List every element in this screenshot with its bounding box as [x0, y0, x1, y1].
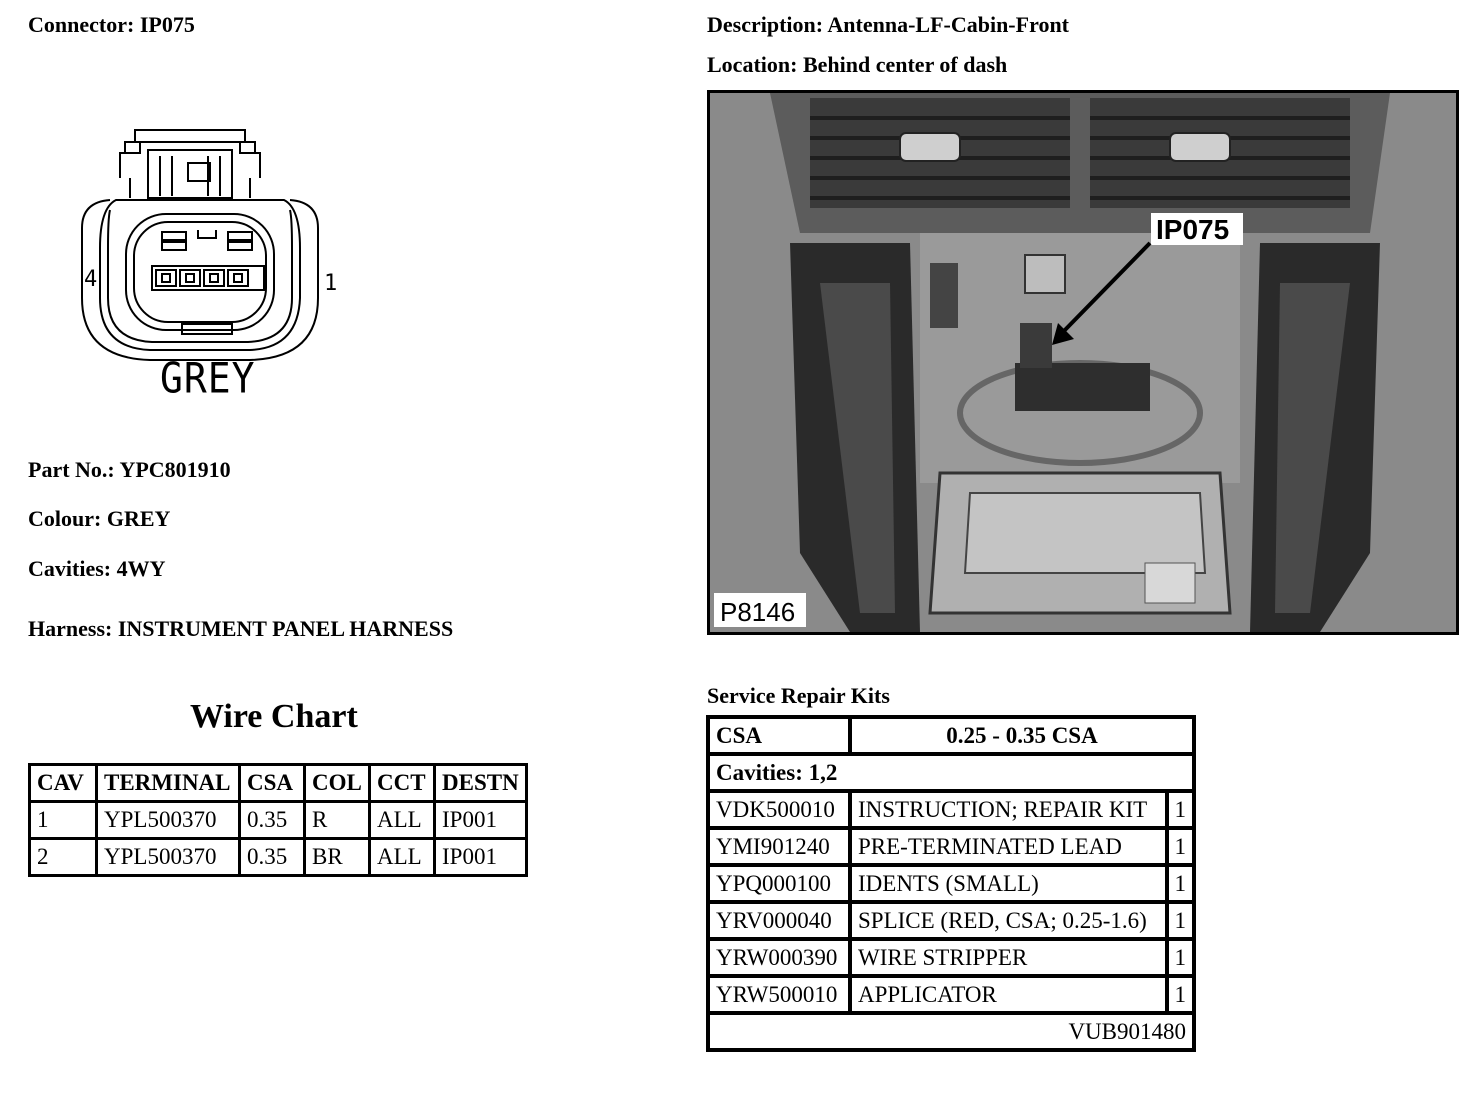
pin-4-label: 4 — [84, 267, 98, 292]
connector-label: Connector: — [28, 12, 135, 37]
photo-callout-label: IP075 — [1156, 214, 1230, 245]
cavities — [28, 556, 165, 582]
service-kits-table — [706, 715, 1196, 1052]
harness — [28, 616, 453, 642]
cavities-label: Cavities: — [28, 556, 112, 581]
description-value: Antenna-LF-Cabin-Front — [827, 12, 1070, 37]
table-cell: 1 — [30, 802, 97, 839]
kit-quantity: 1 — [1167, 791, 1195, 828]
table-cell: 0.35 — [240, 802, 305, 839]
table-row — [708, 902, 1194, 939]
table-row — [708, 791, 1194, 828]
csa-label: CSA — [708, 717, 850, 754]
part-number — [28, 457, 231, 483]
connector-heading — [28, 12, 195, 38]
harness-label: Harness: — [28, 616, 113, 641]
photo-figure-id: P8146 — [720, 597, 796, 627]
wire-chart-table — [28, 763, 528, 877]
table-cell: BR — [305, 839, 370, 876]
colour — [28, 506, 170, 532]
harness-value: INSTRUMENT PANEL HARNESS — [117, 616, 454, 641]
pin-1-label: 1 — [324, 271, 338, 296]
column-header: DESTN — [435, 765, 527, 802]
kit-part-number: YRW000390 — [708, 939, 850, 976]
part-number-label: Part No.: — [28, 457, 115, 482]
kit-part-number: YMI901240 — [708, 828, 850, 865]
kit-part-number: VDK500010 — [708, 791, 850, 828]
table-cell: R — [305, 802, 370, 839]
table-cell: YPL500370 — [97, 802, 240, 839]
colour-value: GREY — [106, 506, 171, 531]
table-row — [708, 939, 1194, 976]
colour-label: Colour: — [28, 506, 102, 531]
location-value: Behind center of dash — [802, 52, 1008, 77]
column-header: TERMINAL — [97, 765, 240, 802]
kit-description: APPLICATOR — [850, 976, 1167, 1013]
csa-row — [708, 717, 1194, 754]
table-cell: IP001 — [435, 802, 527, 839]
column-header: COL — [305, 765, 370, 802]
kit-description: SPLICE (RED, CSA; 0.25-1.6) — [850, 902, 1167, 939]
kit-part-number: YRW500010 — [708, 976, 850, 1013]
kit-part-number: YPQ000100 — [708, 865, 850, 902]
service-kits-title: Service Repair Kits — [707, 683, 890, 708]
table-cell: 2 — [30, 839, 97, 876]
kit-quantity: 1 — [1167, 939, 1195, 976]
table-cell: YPL500370 — [97, 839, 240, 876]
description-label: Description: — [707, 12, 824, 37]
table-row — [30, 802, 527, 839]
kit-description: INSTRUCTION; REPAIR KIT — [850, 791, 1167, 828]
table-row — [30, 839, 527, 876]
kit-part-number: YRV000040 — [708, 902, 850, 939]
connector-value: IP075 — [139, 12, 195, 37]
table-cell: ALL — [370, 802, 435, 839]
kit-quantity: 1 — [1167, 828, 1195, 865]
part-number-value: YPC801910 — [119, 457, 231, 482]
cavities-value: 4WY — [116, 556, 166, 581]
kit-quantity: 1 — [1167, 902, 1195, 939]
table-row — [708, 828, 1194, 865]
connector-colour-text: GREY — [160, 353, 256, 403]
wire-chart-header-row — [30, 765, 527, 802]
table-cell: IP001 — [435, 839, 527, 876]
table-cell: ALL — [370, 839, 435, 876]
wire-chart-title: Wire Chart — [190, 698, 358, 735]
table-row — [708, 976, 1194, 1013]
kit-description: PRE-TERMINATED LEAD — [850, 828, 1167, 865]
dashboard-illustration — [710, 93, 1456, 632]
kit-number: VUB901480 — [708, 1013, 1194, 1050]
description-heading — [707, 12, 1069, 38]
kit-description: WIRE STRIPPER — [850, 939, 1167, 976]
column-header: CSA — [240, 765, 305, 802]
location-photo — [707, 90, 1459, 635]
location-label: Location: — [707, 52, 798, 77]
table-cell: 0.35 — [240, 839, 305, 876]
kit-quantity: 1 — [1167, 865, 1195, 902]
location-heading — [707, 52, 1007, 78]
kit-description: IDENTS (SMALL) — [850, 865, 1167, 902]
kit-number-row — [708, 1013, 1194, 1050]
cavities-row — [708, 754, 1194, 791]
kit-quantity: 1 — [1167, 976, 1195, 1013]
csa-value: 0.25 - 0.35 CSA — [850, 717, 1194, 754]
column-header: CCT — [370, 765, 435, 802]
table-row — [708, 865, 1194, 902]
column-header: CAV — [30, 765, 97, 802]
kit-cavities: Cavities: 1,2 — [708, 754, 1194, 791]
